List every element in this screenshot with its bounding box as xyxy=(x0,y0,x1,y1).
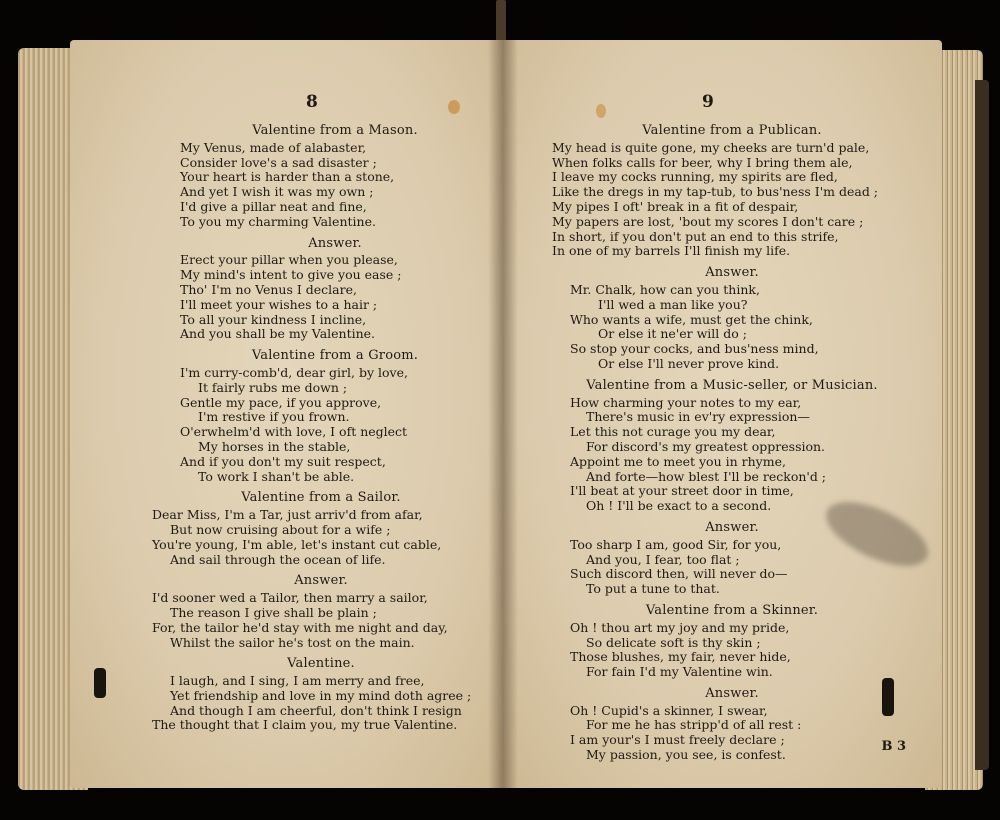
poem-line: I'll beat at your street door in time, xyxy=(570,483,794,499)
poem-heading: Valentine from a Groom. xyxy=(251,348,419,364)
poem-line: I'd sooner wed a Tailor, then marry a sailor, xyxy=(152,590,428,606)
poem-line: Whilst the sailor he's tost on the main. xyxy=(170,634,415,650)
stain xyxy=(596,104,606,118)
signature-mark: B 3 xyxy=(881,739,906,754)
poem-line: Appoint me to meet you in rhyme, xyxy=(570,453,786,469)
poem-line: In one of my barrels I'll finish my life. xyxy=(552,243,791,259)
poem-line: My mind's intent to give you ease ; xyxy=(180,267,402,283)
poem-line: It fairly rubs me down ; xyxy=(198,379,348,395)
poem-line: To put a tune to that. xyxy=(586,581,720,597)
poem-line: And if you don't my suit respect, xyxy=(180,453,386,469)
poem-line: For, the tailor he'd stay with me night and day, xyxy=(152,619,448,635)
poem-section xyxy=(180,237,490,343)
poem-line: So delicate soft is thy skin ; xyxy=(586,634,761,650)
poem-heading: Answer. xyxy=(294,573,348,589)
poem-section xyxy=(552,379,912,514)
poem-line: Such discord then, will never do— xyxy=(570,566,788,582)
poem-section xyxy=(552,604,912,680)
poem-line: I am your's I must freely declare ; xyxy=(570,732,785,748)
poem-line: In short, if you don't put an end to this strife, xyxy=(552,228,839,244)
poem-line: The reason I give shall be plain ; xyxy=(170,604,377,620)
poem-line: And though I am cheerful, don't think I resign xyxy=(170,702,462,718)
poem-section xyxy=(552,521,912,597)
poem-section xyxy=(552,124,912,259)
poem-line: And you shall be my Valentine. xyxy=(180,326,376,342)
poem-line: You're young, I'm able, let's instant cut cable, xyxy=(152,536,442,552)
poem-line: My horses in the stable, xyxy=(198,438,351,454)
poem-section xyxy=(552,687,912,763)
poem-heading: Valentine from a Skinner. xyxy=(645,602,819,618)
poem-line: But now cruising about for a wife ; xyxy=(170,521,391,537)
poem-line: Or else it ne'er will do ; xyxy=(598,326,747,342)
poem-line: I laugh, and I sing, I am merry and free, xyxy=(170,673,425,689)
poem-line: Consider love's a sad disaster ; xyxy=(180,154,377,170)
poem-line: Let this not curage you my dear, xyxy=(570,424,776,440)
poem-line: To all your kindness I incline, xyxy=(180,311,367,327)
poem-line: For fain I'd my Valentine win. xyxy=(586,664,773,680)
poem-line: Oh ! Cupid's a skinner, I swear, xyxy=(570,702,768,718)
poem-heading: Valentine from a Sailor. xyxy=(241,490,401,506)
poem-line: I leave my cocks running, my spirits are fled, xyxy=(552,169,838,185)
poem-line: My papers are lost, 'bout my scores I don't care ; xyxy=(552,213,864,229)
poem-line: The thought that I claim you, my true Valentine. xyxy=(152,717,458,733)
left-page-text xyxy=(152,123,490,740)
poem-heading: Answer. xyxy=(705,685,759,701)
poem-section xyxy=(180,349,490,484)
poem-line: I'll meet your wishes to a hair ; xyxy=(180,296,378,312)
poem-line: And you, I fear, too flat ; xyxy=(586,551,740,567)
poem-line: I'm curry-comb'd, dear girl, by love, xyxy=(180,364,408,380)
poem-heading: Valentine. xyxy=(287,656,355,672)
poem-line: For me he has stripp'd of all rest : xyxy=(586,717,802,733)
poem-line: To work I shan't be able. xyxy=(198,468,355,484)
poem-section xyxy=(180,124,490,230)
poem-line: My Venus, made of alabaster, xyxy=(180,139,367,155)
poem-heading: Valentine from a Mason. xyxy=(252,123,418,138)
poem-line: So stop your cocks, and bus'ness mind, xyxy=(570,341,819,357)
poem-section xyxy=(152,491,490,567)
poem-section xyxy=(152,574,490,650)
poem-line: Tho' I'm no Venus I declare, xyxy=(180,281,357,297)
poem-line: When folks calls for beer, why I bring them ale, xyxy=(552,154,853,170)
right-page-text xyxy=(552,124,912,770)
poem-line: Mr. Chalk, how can you think, xyxy=(570,281,760,297)
poem-line: There's music in ev'ry expression— xyxy=(586,409,810,425)
poem-line: How charming your notes to my ear, xyxy=(570,394,802,410)
poem-heading: Valentine from a Publican. xyxy=(642,123,822,138)
poem-line: Or else I'll never prove kind. xyxy=(598,355,780,371)
poem-heading: Answer. xyxy=(705,519,759,535)
poem-line: Like the dregs in my tap-tub, to bus'ness I'm dead ; xyxy=(552,184,879,200)
poem-line: For discord's my greatest oppression. xyxy=(586,438,826,454)
poem-line: O'erwhelm'd with love, I oft neglect xyxy=(180,424,408,440)
poem-line: Who wants a wife, must get the chink, xyxy=(570,311,813,327)
poem-line: Too sharp I am, good Sir, for you, xyxy=(570,536,782,552)
open-book xyxy=(18,40,983,800)
page-number: 9 xyxy=(702,92,714,112)
poem-line: I'd give a pillar neat and fine, xyxy=(180,198,367,214)
poem-line: My passion, you see, is confest. xyxy=(586,747,786,763)
poem-line: I'm restive if you frown. xyxy=(198,409,350,425)
poem-line: Gentle my pace, if you approve, xyxy=(180,394,382,410)
stain xyxy=(448,100,460,114)
poem-line: And forte—how blest I'll be reckon'd ; xyxy=(586,468,827,484)
right-page xyxy=(502,40,942,788)
poem-line: Yet friendship and love in my mind doth agree ; xyxy=(170,687,472,703)
book-gutter xyxy=(488,40,518,788)
poem-heading: Answer. xyxy=(308,235,362,251)
poem-section xyxy=(552,266,912,372)
page-number: 8 xyxy=(306,92,318,112)
poem-line: Oh ! thou art my joy and my pride, xyxy=(570,619,790,635)
stain xyxy=(94,668,106,698)
poem-line: My head is quite gone, my cheeks are turn'd pale, xyxy=(552,139,870,155)
poem-line: Those blushes, my fair, never hide, xyxy=(570,649,791,665)
poem-line: I'll wed a man like you? xyxy=(598,296,748,312)
poem-line: And yet I wish it was my own ; xyxy=(180,184,374,200)
poem-line: And sail through the ocean of life. xyxy=(170,551,386,567)
poem-line: Oh ! I'll be exact to a second. xyxy=(586,498,772,514)
poem-line: Your heart is harder than a stone, xyxy=(180,169,395,185)
poem-section xyxy=(152,657,490,733)
left-page xyxy=(70,40,502,788)
poem-line: To you my charming Valentine. xyxy=(180,213,376,229)
poem-line: Dear Miss, I'm a Tar, just arriv'd from afar, xyxy=(152,507,423,523)
poem-heading: Answer. xyxy=(705,265,759,281)
poem-line: My pipes I oft' break in a fit of despair, xyxy=(552,198,799,214)
poem-heading: Valentine from a Music-seller, or Musician. xyxy=(586,377,878,393)
poem-line: Erect your pillar when you please, xyxy=(180,252,398,268)
book-cover-edge xyxy=(975,80,989,770)
